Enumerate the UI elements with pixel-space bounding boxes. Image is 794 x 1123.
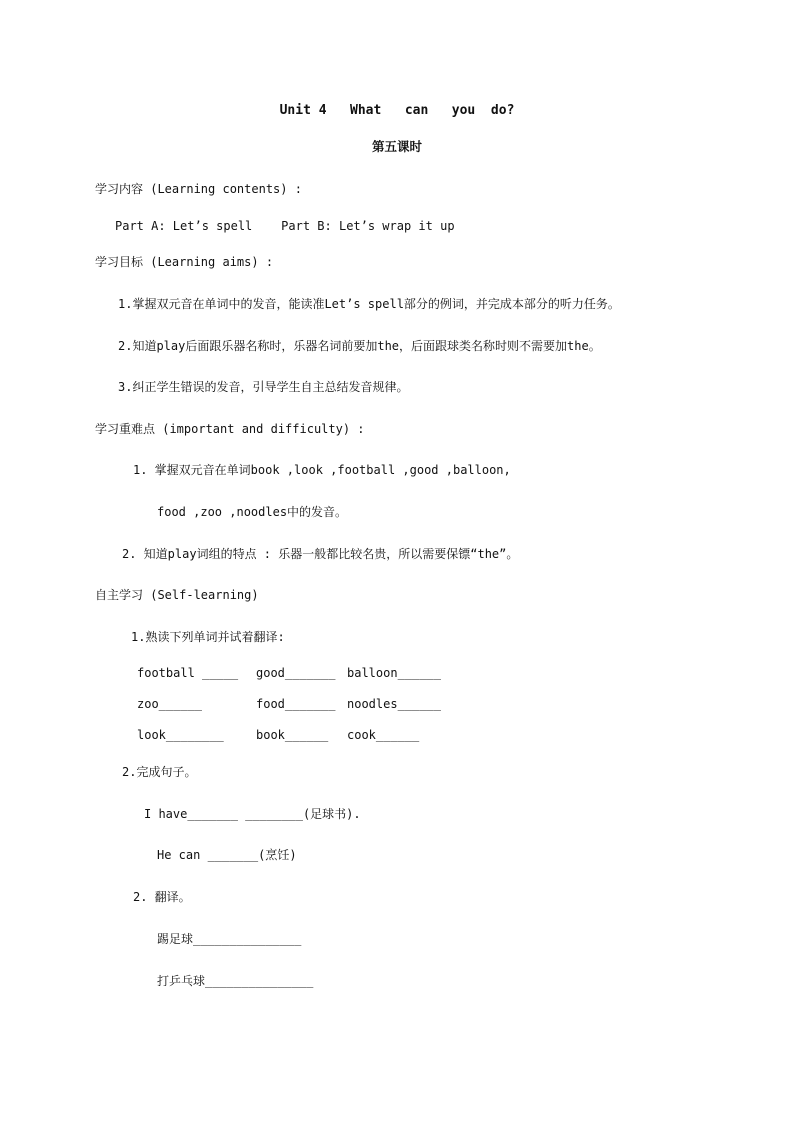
sentence-1: I have_______ ________(足球书). [144, 807, 361, 821]
word-blank: look________ [137, 728, 224, 742]
word-blank: food_______ [256, 697, 336, 711]
difficulty-item-1-line-1: 1. 掌握双元音在单词book ,look ,football ,good ,balloon, [133, 463, 511, 477]
sentence-2: He can _______(烹饪) [157, 848, 297, 862]
word-blank: book______ [256, 728, 329, 742]
aim-item-2: 2.知道play后面跟乐器名称时，乐器名词前要加the，后面跟球类名称时则不需要加the。 [118, 339, 601, 353]
word-blank: cook______ [347, 728, 420, 742]
word-blank: good_______ [256, 666, 336, 680]
translate-1: 踢足球_______________ [157, 932, 302, 946]
word-blank: zoo______ [137, 697, 203, 711]
contents-line: Part A: Let’s spell Part B: Let’s wrap it up [115, 219, 455, 233]
lesson-subtitle: 第五课时 [371, 139, 422, 154]
word-blank: noodles______ [347, 697, 441, 711]
difficulty-item-2: 2. 知道play词组的特点 : 乐器一般都比较名贵，所以需要保镖“the”。 [122, 547, 519, 561]
aim-item-1: 1.掌握双元音在单词中的发音，能读准Let’s spell部分的例词，并完成本部分的听力任务。 [118, 297, 620, 311]
task-1-instruction: 1.熟读下列单词并试着翻译: [131, 630, 285, 644]
word-blank: balloon______ [347, 666, 441, 680]
translate-2: 打乒乓球_______________ [157, 974, 314, 988]
difficulty-item-1-line-2: food ,zoo ,noodles中的发音。 [157, 505, 348, 519]
document-title: Unit 4 What can you do? [279, 103, 515, 118]
contents-heading: 学习内容 (Learning contents) : [95, 182, 302, 196]
word-blank: football _____ [137, 666, 239, 680]
task-2-instruction: 2.完成句子。 [122, 765, 197, 779]
self-learning-heading: 自主学习 (Self-learning) [95, 588, 259, 602]
task-3-instruction: 2. 翻译。 [133, 890, 191, 904]
aim-item-3: 3.纠正学生错误的发音，引导学生自主总结发音规律。 [118, 380, 409, 394]
difficulty-heading: 学习重难点 (important and difficulty) : [95, 422, 365, 436]
aims-heading: 学习目标 (Learning aims) : [95, 255, 274, 269]
